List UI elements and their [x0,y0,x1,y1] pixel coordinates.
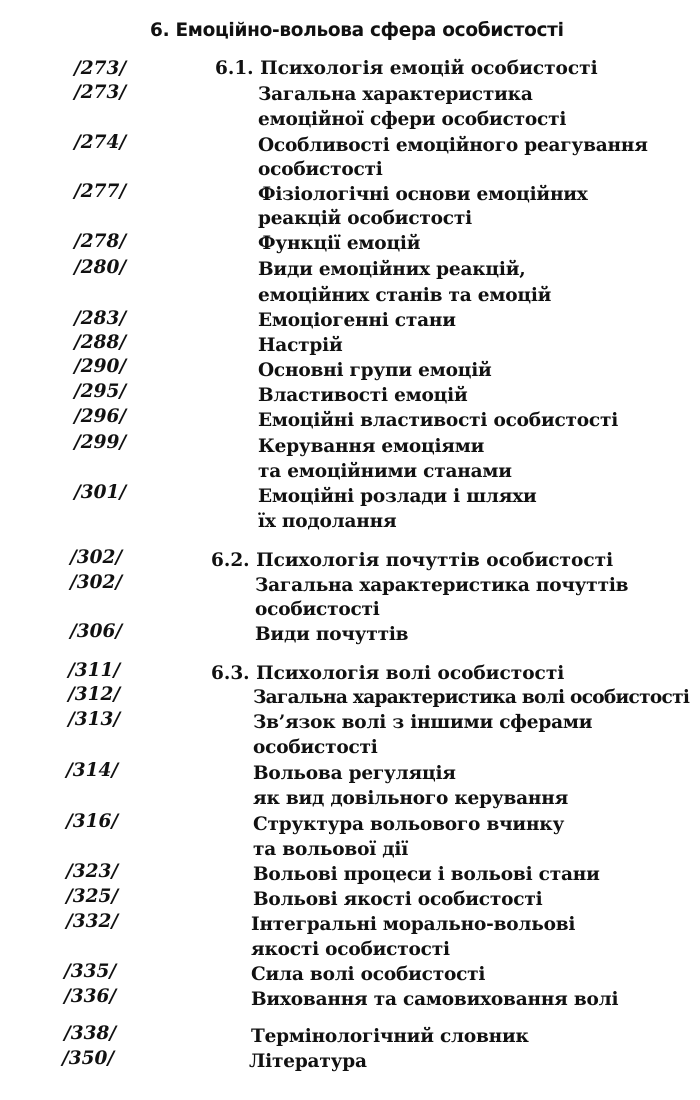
page-number: /314/ [66,760,119,781]
page-number: /273/ [74,82,127,103]
entry-title: Фізіологічні основи емоційних [258,184,588,205]
entry-title: Структура вольового вчинку [253,814,565,835]
page-number: /313/ [68,709,121,730]
page-number: /278/ [74,231,127,252]
entry-title: Література [249,1051,367,1072]
entry-title: Інтегральні морально-вольові [251,914,576,935]
page-number: /274/ [74,132,127,153]
page-number: /277/ [74,181,127,202]
page-number: /299/ [74,432,127,453]
section-number: 6.2. [211,550,250,571]
entry-title: Загальна характеристика [258,84,533,105]
entry-title: особистості [253,737,378,758]
entry-title: Основні групи емоцій [258,360,492,381]
section-title: Психологія волі особистості [256,663,565,684]
entry-title: та вольової дії [253,839,409,860]
section-heading [211,549,613,573]
page-number: /302/ [70,572,123,593]
entry-title: Загальна характеристика волі особистості [253,687,690,708]
page-number: /273/ [74,58,127,79]
entry-title: та емоційними станами [258,461,512,482]
entry-title: емоційної сфери особистості [258,109,567,130]
entry-title: Термінологічний словник [251,1026,529,1047]
page-number: /301/ [74,482,127,503]
page-number: /323/ [66,861,119,882]
entry-title: Емоційні розлади і шляхи [258,486,537,507]
entry-title: Емоційні властивості особистості [258,410,619,431]
section-heading [215,57,598,81]
entry-title: як вид довільного керування [253,788,569,809]
page-number: /306/ [70,621,123,642]
chapter-title: 6. Емоційно-вольова сфера особистості [150,20,564,41]
page-number: /332/ [66,911,119,932]
entry-title: Вольова регуляція [253,763,456,784]
page-number: /302/ [70,547,123,568]
entry-title: Функції емоцій [258,233,421,254]
entry-title: емоційних станів та емоцій [258,285,552,306]
page-number: /350/ [62,1048,115,1069]
section-number: 6.1. [215,58,254,79]
entry-title: Види емоційних реакцій, [258,259,526,280]
section-heading [211,662,564,686]
entry-title: Зв’язок волі з іншими сферами [253,712,593,733]
section-title: Психологія емоцій особистості [260,58,598,79]
section-number: 6.3. [211,663,250,684]
entry-title: Особливості емоційного реагування [258,135,648,156]
entry-title: Настрій [258,335,343,356]
entry-title: Емоціогенні стани [258,310,456,331]
page-number: /290/ [74,356,127,377]
page-number: /316/ [66,811,119,832]
entry-title: їх подолання [258,511,397,532]
page-number: /283/ [74,308,127,329]
page-number: /280/ [74,257,127,278]
page-number: /325/ [66,886,119,907]
entry-title: особистості [255,599,380,620]
page-number: /311/ [68,660,121,681]
entry-title: Сила волі особистості [251,964,486,985]
entry-title: реакцій особистості [258,208,472,229]
entry-title: особистості [258,159,383,180]
entry-title: якості особистості [251,939,450,960]
entry-title: Вольові якості особистості [253,889,543,910]
entry-title: Загальна характеристика почуттів [255,575,629,596]
entry-title: Вольові процеси і вольові стани [253,864,600,885]
entry-title: Керування емоціями [258,436,485,457]
page-number: /312/ [68,684,121,705]
section-title: Психологія почуттів особистості [256,550,614,571]
page-number: /296/ [74,406,127,427]
page-number: /336/ [64,986,117,1007]
page-number: /338/ [64,1023,117,1044]
page-number: /288/ [74,332,127,353]
entry-title: Властивості емоцій [258,385,468,406]
page-number: /295/ [74,381,127,402]
entry-title: Виховання та самовиховання волі [251,989,619,1010]
page-number: /335/ [64,961,117,982]
entry-title: Види почуттів [255,624,409,645]
